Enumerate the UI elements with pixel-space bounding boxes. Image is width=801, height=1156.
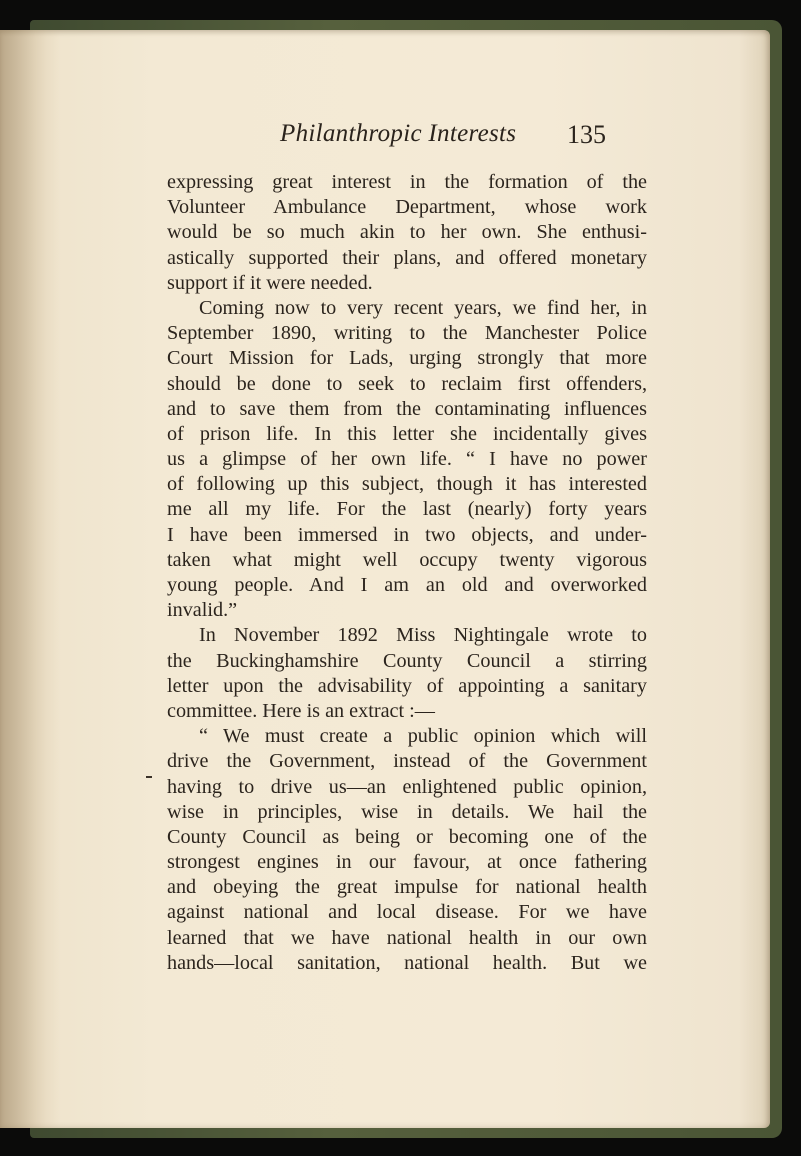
text-line: astically supported their plans, and offered monetary: [167, 246, 647, 269]
text-line: young people. And I am an old and overworked: [167, 574, 647, 596]
text-line: and to save them from the contaminating influences: [167, 397, 647, 420]
text-line: expressing great interest in the formation of the: [167, 171, 647, 193]
text-line: hands—local sanitation, national health. But we: [167, 951, 647, 974]
text-line: drive the Government, instead of the Government: [167, 750, 647, 773]
text-line: would be so much akin to her own. She enthusi-: [167, 221, 647, 244]
page-number: 135: [567, 120, 606, 149]
text-line: wise in principles, wise in details. We hail the: [167, 800, 647, 823]
text-line: the Buckinghamshire County Council a stirring: [167, 649, 647, 672]
running-head: [170, 118, 650, 158]
text-line: invalid.”: [167, 599, 238, 622]
text-line: Volunteer Ambulance Department, whose work: [167, 196, 647, 219]
text-line: I have been immersed in two objects, and under-: [167, 523, 647, 546]
text-line: taken what might well occupy twenty vigorous: [167, 548, 647, 571]
text-line: us a glimpse of her own life. “ I have no power: [167, 448, 647, 471]
text-line: committee. Here is an extract :—: [167, 699, 435, 722]
text-line: me all my life. For the last (nearly) forty years: [167, 498, 647, 521]
text-line: should be done to seek to reclaim first offenders,: [167, 372, 647, 395]
text-line: Court Mission for Lads, urging strongly that more: [167, 347, 647, 370]
text-line: support if it were needed.: [167, 271, 373, 294]
text-line: and obeying the great impulse for national health: [167, 876, 647, 899]
text-line: against national and local disease. For we have: [167, 901, 647, 924]
text-line: having to drive us—an enlightened public opinion,: [167, 775, 647, 798]
text-line: of prison life. In this letter she incidentally gives: [167, 422, 647, 445]
text-line: strongest engines in our favour, at once fathering: [167, 851, 647, 874]
text-line: September 1890, writing to the Manchester Police: [167, 322, 647, 345]
margin-mark: [146, 776, 152, 778]
text-line: Coming now to very recent years, we find her, in: [199, 296, 647, 319]
text-line: learned that we have national health in our own: [167, 926, 647, 949]
body-text: [167, 170, 647, 976]
text-line: of following up this subject, though it has interested: [167, 473, 647, 496]
running-head-title: Philanthropic Interests: [280, 120, 517, 147]
text-line: letter upon the advisability of appointing a sanitary: [167, 674, 647, 697]
text-line: In November 1892 Miss Nightingale wrote to: [199, 624, 647, 647]
text-line: County Council as being or becoming one of the: [167, 825, 647, 848]
text-line: “ We must create a public opinion which will: [199, 725, 647, 748]
